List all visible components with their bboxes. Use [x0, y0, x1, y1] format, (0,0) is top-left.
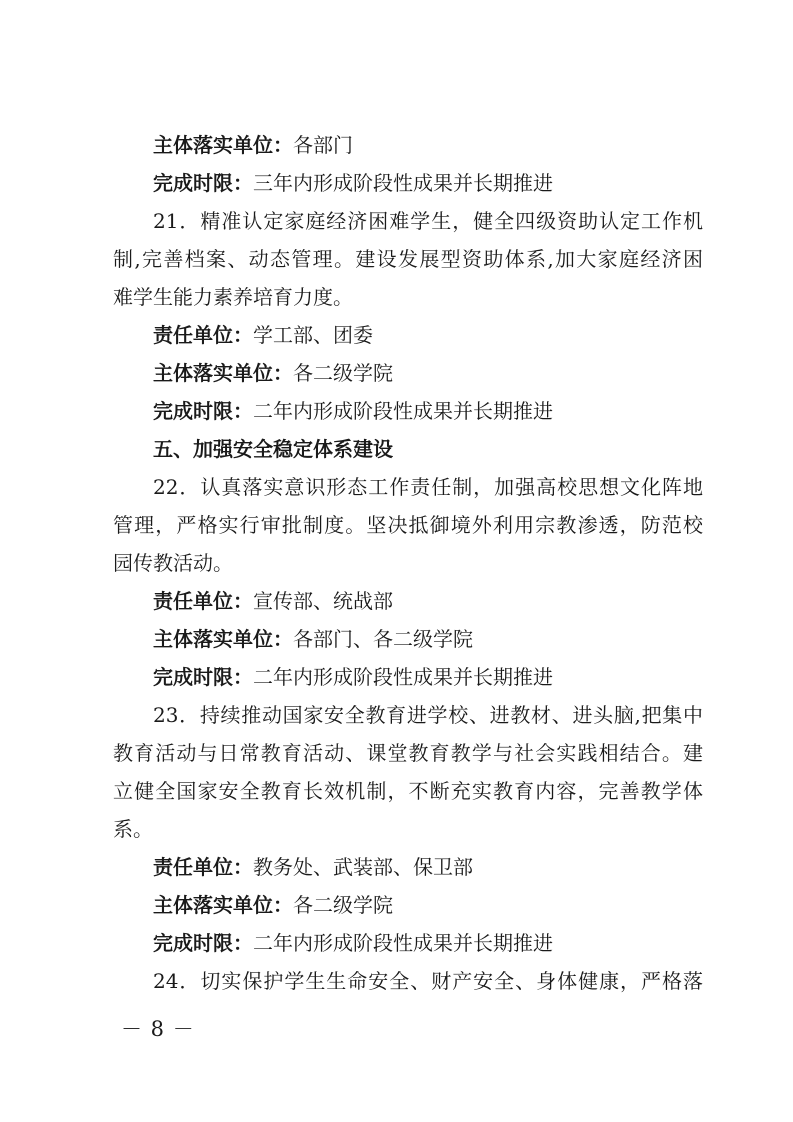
item-22-line-1: 22．认真落实意识形态工作责任制，加强高校思想文化阵地 [153, 475, 703, 499]
implementing-unit-line [153, 360, 703, 386]
implementing-unit-line [153, 892, 703, 918]
field-label: 完成时限： [153, 171, 253, 195]
item-23-line-2: 教育活动与日常教育活动、课堂教育教学与社会实践相结合。建 [113, 741, 703, 765]
implementing-unit-line [153, 132, 703, 158]
field-label: 完成时限： [153, 665, 253, 689]
field-label: 完成时限： [153, 399, 253, 423]
field-label: 主体落实单位： [153, 893, 293, 917]
field-value: 二年内形成阶段性成果并长期推进 [253, 931, 553, 955]
item-22-line-3: 园传教活动。 [113, 551, 233, 575]
item-21-line-3: 难学生能力素养培育力度。 [113, 285, 353, 309]
implementing-unit-line [153, 626, 703, 652]
responsible-unit-line [153, 588, 703, 614]
deadline-line [153, 170, 703, 196]
field-value: 各二级学院 [293, 361, 393, 385]
field-label: 主体落实单位： [153, 361, 293, 385]
field-value: 宣传部、统战部 [253, 589, 393, 613]
section-heading: 五、加强安全稳定体系建设 [153, 437, 393, 461]
item-23-line-4: 系。 [113, 817, 153, 841]
field-value: 各部门 [293, 133, 353, 157]
item-23-line-3: 立健全国家安全教育长效机制，不断充实教育内容，完善教学体 [113, 779, 703, 803]
field-label: 主体落实单位： [153, 133, 293, 157]
item-21-line-1: 21．精准认定家庭经济困难学生，健全四级资助认定工作机 [153, 209, 703, 233]
field-label: 完成时限： [153, 931, 253, 955]
item-24-line-1: 24．切实保护学生生命安全、财产安全、身体健康，严格落 [153, 969, 703, 993]
field-value: 学工部、团委 [253, 323, 373, 347]
field-value: 教务处、武装部、保卫部 [253, 855, 473, 879]
field-label: 责任单位： [153, 855, 253, 879]
field-value: 二年内形成阶段性成果并长期推进 [253, 665, 553, 689]
item-22-line-2: 管理，严格实行审批制度。坚决抵御境外利用宗教渗透，防范校 [113, 513, 703, 537]
responsible-unit-line [153, 322, 703, 348]
deadline-line [153, 664, 703, 690]
page-number: － 8 － [121, 1017, 195, 1041]
item-23-line-1: 23．持续推动国家安全教育进学校、进教材、进头脑,把集中 [153, 703, 703, 727]
deadline-line [153, 398, 703, 424]
field-label: 主体落实单位： [153, 627, 293, 651]
field-value: 各部门、各二级学院 [293, 627, 473, 651]
item-21-line-2: 制,完善档案、动态管理。建设发展型资助体系,加大家庭经济困 [113, 247, 703, 271]
field-value: 三年内形成阶段性成果并长期推进 [253, 171, 553, 195]
field-label: 责任单位： [153, 323, 253, 347]
responsible-unit-line [153, 854, 703, 880]
deadline-line [153, 930, 703, 956]
field-label: 责任单位： [153, 589, 253, 613]
field-value: 各二级学院 [293, 893, 393, 917]
field-value: 二年内形成阶段性成果并长期推进 [253, 399, 553, 423]
